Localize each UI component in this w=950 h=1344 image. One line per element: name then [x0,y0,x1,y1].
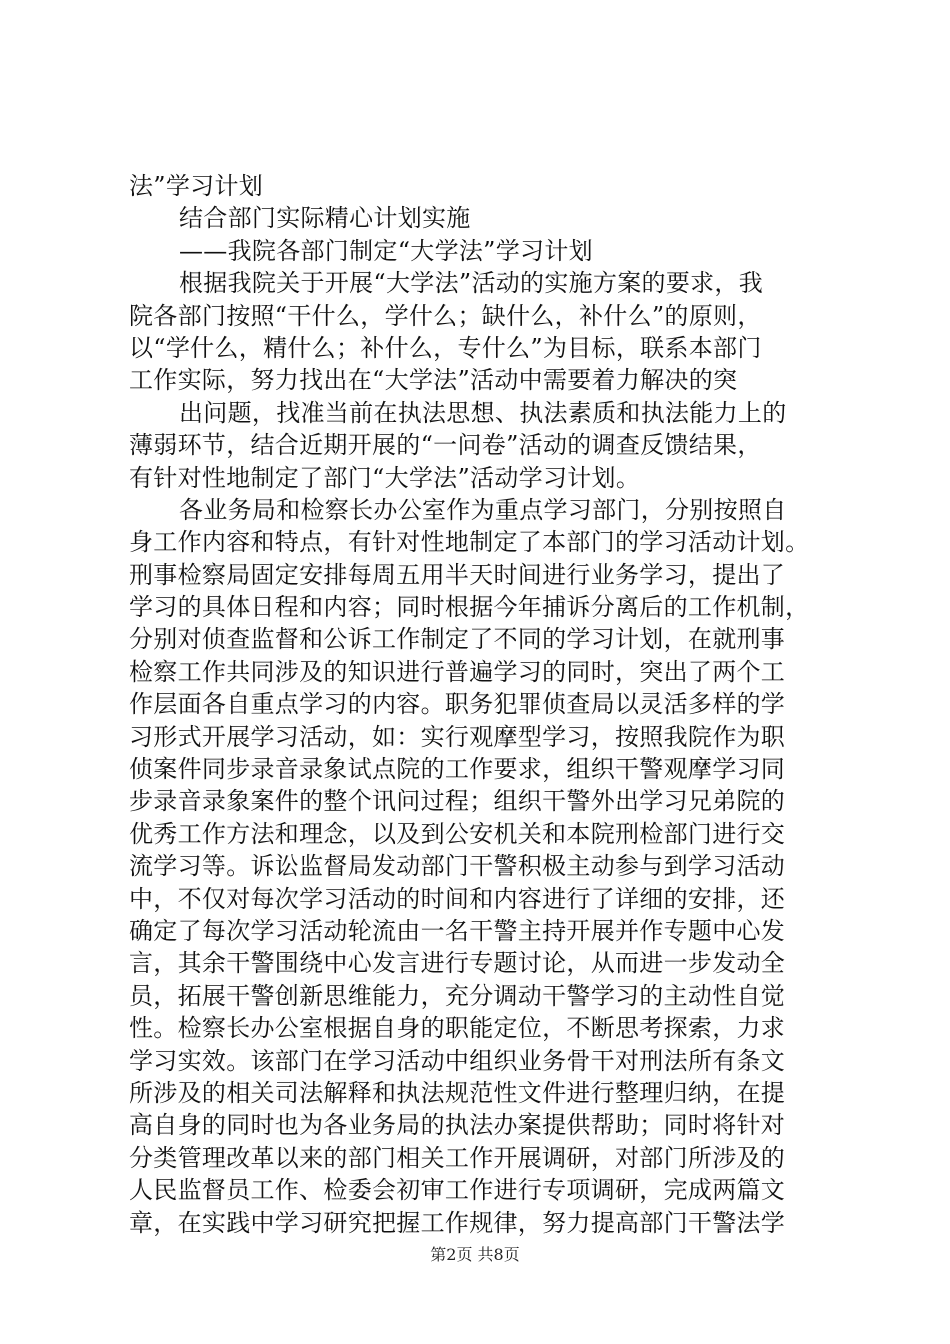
text-line: 习形式开展学习活动，如：实行观摩型学习，按照我院作为职 [129,722,786,751]
text-line: 优秀工作方法和理念，以及到公安机关和本院刑检部门进行交 [129,819,786,848]
page-footer: 第2页 共8页 [430,1245,520,1264]
text-line: 以“学什么，精什么；补什么，专什么”为目标，联系本部门 [129,333,762,362]
text-line: 学习的具体日程和内容；同时根据今年捕诉分离后的工作机制， [129,593,810,622]
text-line: 刑事检察局固定安排每周五用半天时间进行业务学习，提出了 [129,560,786,589]
text-line: 出问题，找准当前在执法思想、执法素质和执法能力上的 [179,398,787,427]
text-line: 所涉及的相关司法解释和执法规范性文件进行整理归纳，在提 [129,1078,786,1107]
text-line: 人民监督员工作、检委会初审工作进行专项调研，完成两篇文 [129,1176,786,1205]
text-line: 分别对侦查监督和公诉工作制定了不同的学习计划，在就刑事 [129,625,786,654]
text-line: 高自身的同时也为各业务局的执法办案提供帮助；同时将针对 [129,1111,786,1140]
text-line: 检察工作共同涉及的知识进行普遍学习的同时，突出了两个工 [129,657,786,686]
text-line: 分类管理改革以来的部门相关工作开展调研，对部门所涉及的 [129,1143,786,1172]
text-line: 学习实效。该部门在学习活动中组织业务骨干对刑法所有条文 [129,1046,786,1075]
text-line: 薄弱环节，结合近期开展的“一问卷”活动的调查反馈结果， [129,431,762,460]
text-line: 法”学习计划 [129,172,264,200]
text-line: 工作实际，努力找出在“大学法”活动中需要着力解决的突 [129,366,738,395]
text-line: 步录音录象案件的整个讯问过程；组织干警外出学习兄弟院的 [129,787,786,816]
text-line: 根据我院关于开展“大学法”活动的实施方案的要求，我 [179,269,764,298]
text-line: ——我院各部门制定“大学法”学习计划 [179,236,593,265]
text-line: 性。检察长办公室根据自身的职能定位，不断思考探索，力求 [129,1014,786,1043]
text-line: 流学习等。诉讼监督局发动部门干警积极主动参与到学习活动 [129,852,786,881]
text-line: 有针对性地制定了部门“大学法”活动学习计划。 [129,463,641,492]
text-line: 中，不仅对每次学习活动的时间和内容进行了详细的安排，还 [129,884,786,913]
text-line: 员，拓展干警创新思维能力，充分调动干警学习的主动性自觉 [129,981,786,1010]
text-line: 言，其余干警围绕中心发言进行专题讨论，从而进一步发动全 [129,949,786,978]
text-line: 作层面各自重点学习的内容。职务犯罪侦查局以灵活多样的学 [129,690,786,719]
text-line: 章，在实践中学习研究把握工作规律，努力提高部门干警法学 [129,1208,786,1237]
text-line: 结合部门实际精心计划实施 [179,204,471,233]
text-line: 确定了每次学习活动轮流由一名干警主持开展并作专题中心发 [129,916,786,945]
text-line: 身工作内容和特点，有针对性地制定了本部门的学习活动计划。 [129,528,810,557]
text-line: 院各部门按照“干什么，学什么；缺什么，补什么”的原则， [129,301,762,330]
document-body [129,170,834,1239]
text-line: 各业务局和检察长办公室作为重点学习部门，分别按照自 [179,495,787,524]
text-line: 侦案件同步录音录象试点院的工作要求，组织干警观摩学习同 [129,755,786,784]
